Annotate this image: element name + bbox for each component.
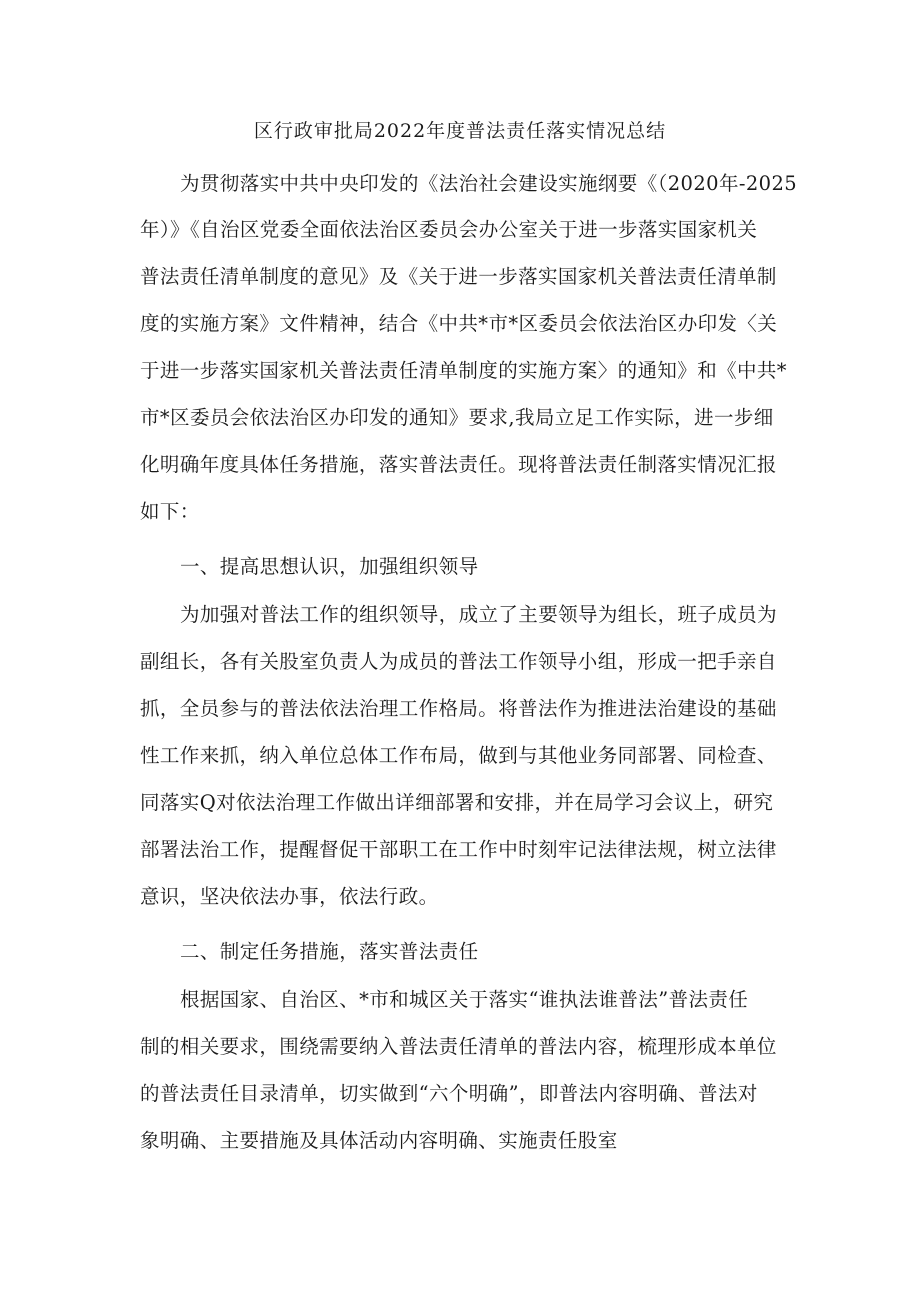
- para-2-line-2: 制的相关要求，围绕需要纳入普法责任清单的普法内容，梳理形成本单位: [140, 1035, 777, 1058]
- intro-line-4: 度的实施方案》文件精神，结合《中共*市*区委员会依法治区办印发〈关: [140, 312, 778, 335]
- para-1-line-1: 为加强对普法工作的组织领导，成立了主要领导为组长，班子成员为: [180, 603, 778, 626]
- section-heading-2: 二、制定任务措施，落实普法责任: [180, 940, 479, 963]
- para-1-line-5: 同落实Q对依法治理工作做出详细部署和安排，并在局学习会议上，研究: [140, 791, 774, 814]
- intro-line-7: 化明确年度具体任务措施，落实普法责任。现将普法责任制落实情况汇报: [140, 453, 777, 476]
- intro-line-2: 年）》《自治区党委全面依法治区委员会办公室关于进一步落实国家机关: [140, 218, 758, 241]
- intro-line-3: 普法责任清单制度的意见》及《关于进一步落实国家机关普法责任清单制: [140, 265, 777, 288]
- intro-line-1: 为贯彻落实中共中央印发的《法治社会建设实施纲要《（2020年-2025: [180, 172, 798, 195]
- document-title: 区行政审批局2022年度普法责任落实情况总结: [253, 120, 667, 142]
- para-2-line-1: 根据国家、自治区、*市和城区关于落实“谁执法谁普法”普法责任: [180, 988, 749, 1011]
- para-1-line-4: 性工作来抓，纳入单位总体工作布局，做到与其他业务同部署、同检查、: [140, 744, 777, 767]
- intro-line-5: 于进一步落实国家机关普法责任清单制度的实施方案〉的通知》和《中共*: [140, 359, 787, 382]
- para-1-line-7: 意识，坚决依法办事，依法行政。: [140, 885, 439, 908]
- para-1-line-3: 抓，全员参与的普法依法治理工作格局。将普法作为推进法治建设的基础: [140, 697, 777, 720]
- section-heading-1: 一、提高思想认识，加强组织领导: [180, 555, 479, 578]
- para-1-line-2: 副组长，各有关股室负责人为成员的普法工作领导小组，形成一把手亲自: [140, 650, 777, 673]
- para-2-line-3: 的普法责任目录清单，切实做到“六个明确”，即普法内容明确、普法对: [140, 1082, 758, 1105]
- para-1-line-6: 部署法治工作，提醒督促干部职工在工作中时刻牢记法律法规，树立法律: [140, 838, 777, 861]
- intro-line-6: 市*区委员会依法治区办印发的通知》要求,我局立足工作实际，进一步细: [140, 406, 774, 429]
- intro-line-8: 如下：: [140, 500, 200, 523]
- para-2-line-4: 象明确、主要措施及具体活动内容明确、实施责任股室: [140, 1129, 618, 1152]
